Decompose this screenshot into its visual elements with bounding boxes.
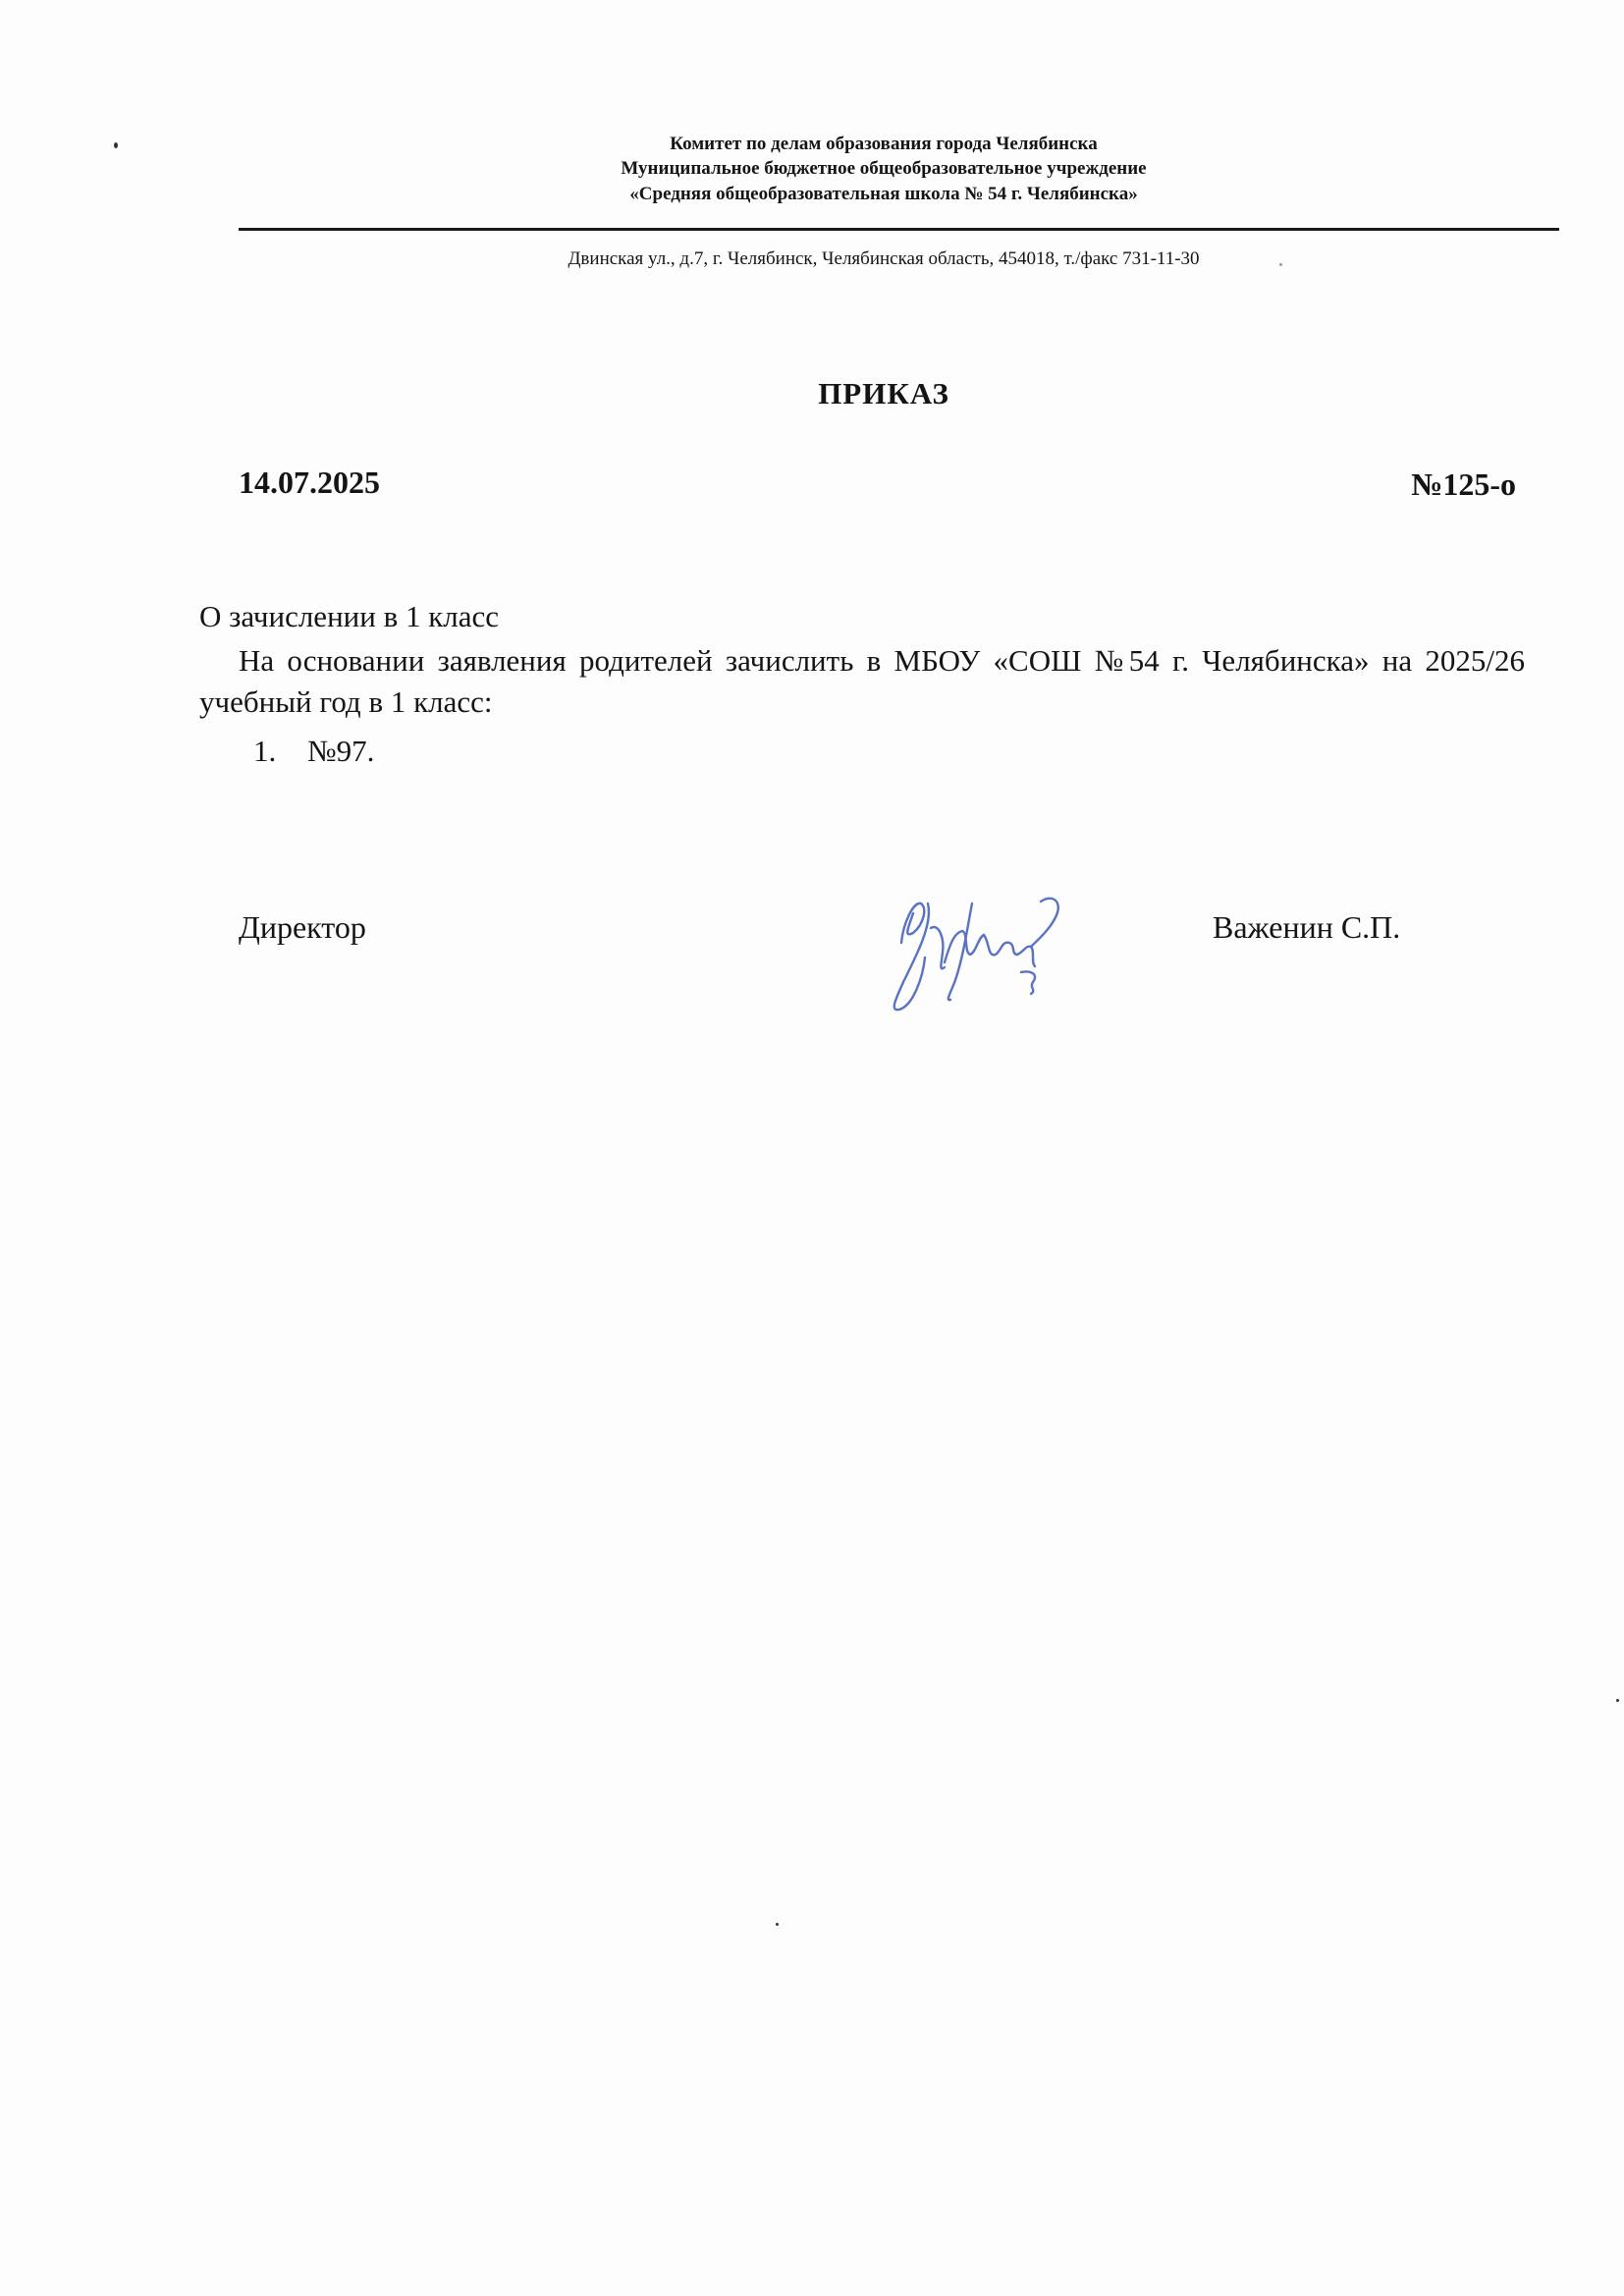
org-line-institution-type: Муниципальное бюджетное общеобразовательное учреждение bbox=[621, 158, 1147, 179]
list-item bbox=[253, 732, 374, 771]
scan-speck bbox=[114, 142, 118, 148]
list-item-index: 1. bbox=[253, 734, 277, 768]
document-body: На основании заявления родителей зачислить в МБОУ «СОШ №54 г. Челябинска» на 2025/26 учебный год в 1 класс: bbox=[199, 643, 1525, 719]
school-address: Двинская ул., д.7, г. Челябинск, Челябинская область, 454018, т./факс 731-11-30 bbox=[568, 248, 1200, 269]
signer-name: Важенин С.П. bbox=[1213, 909, 1401, 945]
document-subject: О зачислении в 1 класс bbox=[199, 599, 500, 633]
org-line-school-name: «Средняя общеобразовательная школа № 54 г. Челябинска» bbox=[629, 184, 1138, 204]
document-title: ПРИКАЗ bbox=[818, 376, 949, 410]
org-line-committee: Комитет по делам образования города Челябинска bbox=[670, 134, 1098, 154]
document-date: 14.07.2025 bbox=[239, 465, 380, 500]
scan-speck bbox=[1616, 1699, 1619, 1702]
scan-speck bbox=[776, 1923, 779, 1926]
header-divider bbox=[239, 228, 1559, 231]
handwritten-signature bbox=[874, 884, 1110, 1021]
list-item-text: №97. bbox=[307, 734, 375, 768]
scan-speck bbox=[1279, 263, 1282, 266]
signer-role: Директор bbox=[239, 909, 366, 945]
document-number: №125-о bbox=[1411, 466, 1516, 502]
